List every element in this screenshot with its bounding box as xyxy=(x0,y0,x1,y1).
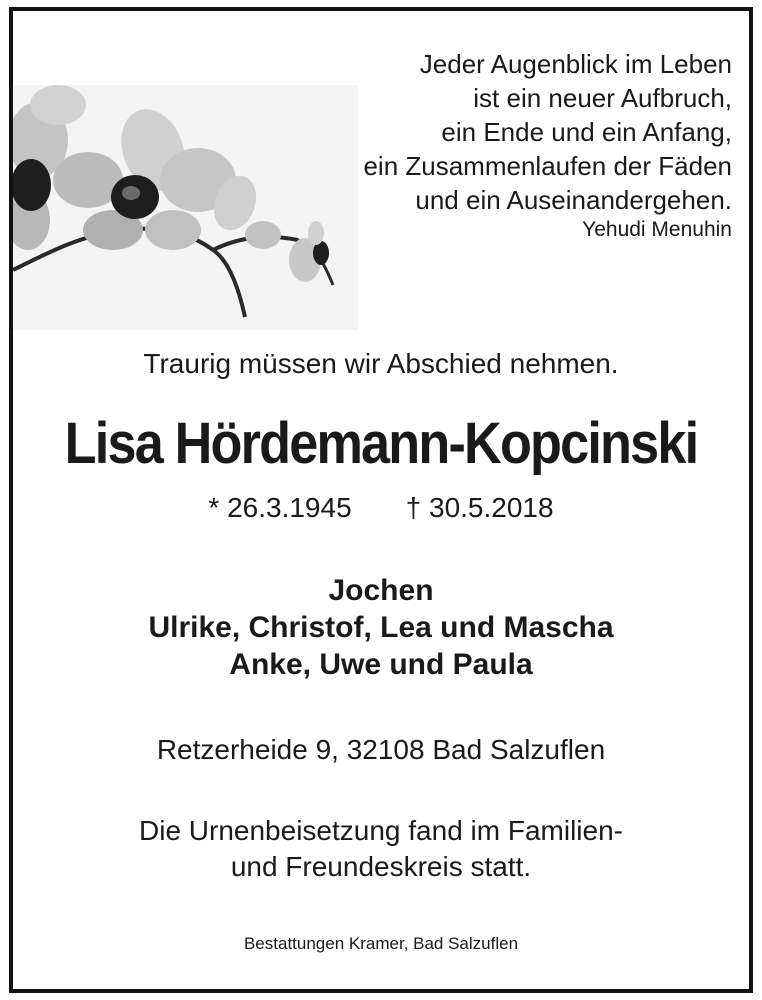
notice-line: Die Urnenbeisetzung fand im Familien- xyxy=(139,815,623,846)
intro-text: Traurig müssen wir Abschied nehmen. xyxy=(143,348,619,379)
family-mourners xyxy=(0,572,762,683)
family-line: Anke, Uwe und Paula xyxy=(229,648,533,681)
burial-notice xyxy=(0,813,762,885)
deceased-name: Lisa Hördemann-Kopcinski xyxy=(64,411,698,476)
quote-line: und ein Auseinandergehen. xyxy=(415,185,732,215)
death-date: † 30.5.2018 xyxy=(405,492,554,523)
family-line: Jochen xyxy=(328,574,434,607)
life-dates xyxy=(0,490,762,526)
quote-author: Yehudi Menuhin xyxy=(582,218,732,241)
birth-date: * 26.3.1945 xyxy=(208,492,352,523)
quote-line: ein Zusammenlaufen der Fäden xyxy=(363,151,732,181)
quote-line: ein Ende und ein Anfang, xyxy=(441,117,732,147)
orchid-illustration xyxy=(13,85,358,330)
undertaker-credit: Bestattungen Kramer, Bad Salzuflen xyxy=(243,934,519,953)
notice-line: und Freundeskreis statt. xyxy=(230,851,532,882)
quote-line: ist ein neuer Aufbruch, xyxy=(473,83,732,113)
menuhin-quote xyxy=(312,47,732,217)
address: Retzerheide 9, 32108 Bad Salzuflen xyxy=(156,734,606,765)
quote-line: Jeder Augenblick im Leben xyxy=(419,49,732,79)
family-line: Ulrike, Christof, Lea und Mascha xyxy=(148,611,614,644)
